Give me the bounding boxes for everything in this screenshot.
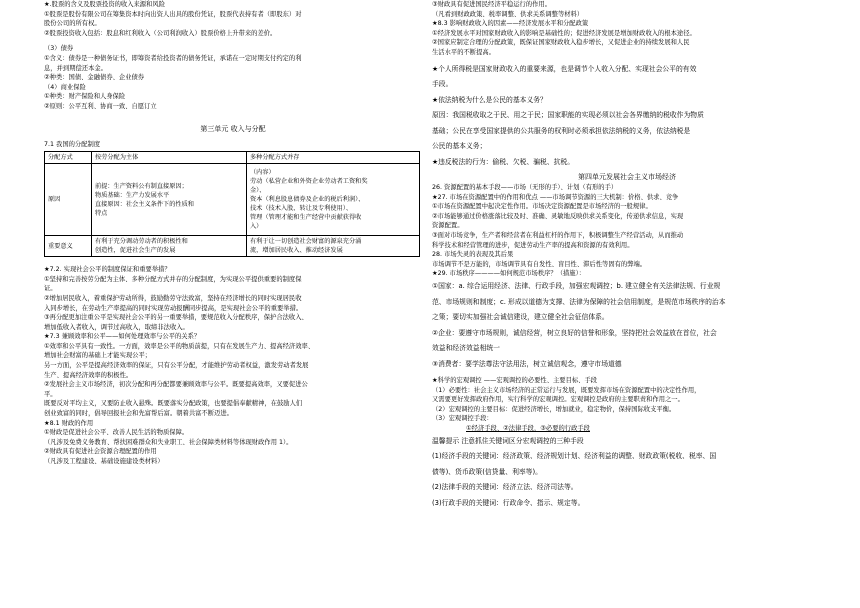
text-line: ①市场在资源配置中起决定性作用。市场决定资源配置是市场经济的一般规律。 xyxy=(432,203,652,211)
left-column xyxy=(44,0,422,608)
text-line: ②股票投资收入包括：股息和红利收入（公司利润收入）股票价格上升带来的差价。 xyxy=(44,29,277,37)
text-line: （2）宏观调控的主要目标：促进经济增长，增加就业，稳定物价，保持国际收支平衡。 xyxy=(432,405,676,413)
fairness-efficiency-finance-section xyxy=(44,265,422,466)
text-line: ①种类：财产保险和人身保险 xyxy=(44,93,126,101)
text-line: 股份公司的所有权。 xyxy=(44,20,101,28)
text-line: ②增加居民收入，着重保护劳动所得，鼓励勤劳守法致富，坚持在经济增长的同时实现居民收 xyxy=(44,294,302,302)
text-line: （凡涉及工程建设、基础设施建设类材料） xyxy=(44,458,164,465)
text-line: 公民的基本义务； xyxy=(432,142,487,151)
table-cell xyxy=(247,236,420,257)
means-line: ①经济手段、②法律手段，③必要的行政手段 xyxy=(466,424,590,432)
text-line: ★8.1 财政的作用 xyxy=(44,419,94,427)
market-order-measures xyxy=(432,279,822,372)
text-line: （凡看到财政政策、税率调整、供求关系调整等材料） xyxy=(432,10,584,18)
text-line: 又需要更好发挥政府作用，实行科学的宏观调控。宏观调控是政府的主要职责和作用之一。 xyxy=(432,396,684,404)
table-header-row xyxy=(45,152,420,164)
text-line: 范、市场规则和制度；c. 形成以道德为支撑、法律为保障的社会信用制度，是规范市场秩序的治本 xyxy=(432,297,726,306)
text-line: 证。 xyxy=(44,285,57,293)
text-line: （4）商业保险 xyxy=(44,83,86,91)
table-row xyxy=(45,164,420,236)
text-line: 温馨提示 注意抓住关键词区分宏观调控的三种手段 xyxy=(432,436,584,445)
text-line: ★违反税法的行为：偷税、欠税、骗税、抗税。 xyxy=(432,157,575,166)
cell-line: 金）、 xyxy=(250,187,266,195)
tips-section xyxy=(432,434,822,512)
text-line: （3）宏观调控手段： xyxy=(432,415,493,423)
text-line: ②种类：国债、金融债券、企业债券 xyxy=(44,74,145,82)
macro-control-means xyxy=(432,424,822,434)
text-line: 增加低收入者收入，调节过高收入，取缔非法收入。 xyxy=(44,323,189,331)
cell-line: 前提：生产资料公有制直接原因； xyxy=(95,182,188,190)
market-economy-section xyxy=(432,183,822,279)
text-line: ①效率和公平具有一致性。一方面，效率是公平的物质前提，只有在发展生产力、提高经济效率、 xyxy=(44,342,315,350)
text-line: 平。 xyxy=(44,390,57,398)
text-line: (1)经济手段的关键词：经济政策、经济规划计划、经济利益的调整、财政政策(税收、税率、国 xyxy=(432,452,717,461)
unit4-title: 第四单元发展社会主义市场经济 xyxy=(578,173,676,182)
text-line: ③面对市场竞争，生产者和经营者在利益杠杆的作用下，积极调整生产经营活动，从而推动 xyxy=(432,232,684,240)
cell-line: 特点 xyxy=(95,209,108,217)
table-row xyxy=(45,236,420,257)
text-line: ①国家：a. 综合运用经济、法律、行政手段，加强宏观调控；b. 建立健全有关法律法规、行业规 xyxy=(432,282,721,290)
cell-line: 有利于充分调动劳动者的积极性和 xyxy=(95,238,188,246)
text-line: 生活水平的不断提高。 xyxy=(432,48,495,56)
text-line: ①含义：债券是一种债务证书，即筹资者给投资者的债务凭证，承诺在一定时期支付约定的利 xyxy=(44,54,302,62)
cell-line: 物质基础：生产力发展水平 xyxy=(95,191,170,199)
text-line: （3）债券 xyxy=(44,45,74,53)
text-line: 26. 资源配置的基本手段——市场（无形的手）、计划（有形的手） xyxy=(432,184,618,192)
text-line: 之策；要切实加强社会诚信建设，建立健全社会征信体系。 xyxy=(432,313,609,321)
table-header-cell: 多种分配方式并存 xyxy=(247,152,420,164)
text-line: ②财政具有促进社会资源合理配置的作用 xyxy=(44,448,157,456)
text-line: 资源配置。 xyxy=(432,222,464,230)
text-line: ②国家应制定合理的分配政策，既保证国家财政收入稳步增长，又促进企业的持续发展和人民 xyxy=(432,39,690,47)
text-line: 另一方面，公平是提高经济效率的保证，只有公平分配，才能维护劳动者权益，激发劳动者发展 xyxy=(44,362,309,370)
table-cell xyxy=(92,164,247,236)
text-line: ★依法纳税为什么是公民的基本义务？ xyxy=(432,95,547,104)
text-line: ②发展社会主义市场经济，初次分配和再分配都要兼顾效率与公平。既要提高效率，又要促进公 xyxy=(44,381,308,389)
unit3-title: 第三单元 收入与分配 xyxy=(200,124,266,133)
text-line: 原因：我国税收取之于民、用之于民；国家职能的实现必须以社会各界缴纳的税收作为物质 xyxy=(432,111,704,120)
text-line: ③再分配更加注重公平是实现社会公平的另一重要举措，要规范收入分配秩序，保护合法收入、 xyxy=(44,314,308,322)
text-line: 入同步增长，在劳动生产率提高的同时实现劳动报酬同步提高，是实现社会公平的重要举措。 xyxy=(44,304,303,312)
text-line: 基础；公民在享受国家提供的公共服务的权利时必须承担依法纳税的义务，依法纳税是 xyxy=(432,126,691,135)
distribution-system-table xyxy=(44,151,420,257)
row-label: 重要意义 xyxy=(45,236,92,257)
text-line: (2)法律手段的关键词：经济立法、经济司法等。 xyxy=(432,483,578,492)
macro-control-section xyxy=(432,376,822,424)
text-line: ★科学的宏观调控 ——宏观调控的必要性、主要目标、手段 xyxy=(432,377,598,384)
section-7-1-heading: 7.1 我国的分配制度 xyxy=(44,140,101,148)
text-line: ③财政具有促进国民经济平稳运行的作用。 xyxy=(432,1,551,8)
cell-line: 有利于让一切创造社会财富的源泉充分涌 xyxy=(250,238,362,246)
text-line: ★8.3 影响财政收入的因素——经济发展水平和分配政策 xyxy=(432,20,589,28)
text-line: 债等)、货币政策(信贷量、利率等)。 xyxy=(432,467,542,476)
text-line: 科学技术和经营管理的进步，促进劳动生产率的提高和资源的有效利用。 xyxy=(432,241,634,249)
text-line: 效益和经济效益相统一 xyxy=(432,344,500,352)
cell-line: 流，增加居民收入、推动经济发展 xyxy=(250,247,343,255)
text-line: ①坚持和完善按劳分配为主体、多种分配方式并存的分配制度，为实现公平提供重要的制度保 xyxy=(44,275,302,283)
stock-bond-insurance-section xyxy=(44,0,422,112)
text-line: ①经济发展水平对国家财政收入的影响是基础性的；促进经济发展是增加财政收入的根本途径。 xyxy=(432,29,696,37)
text-line: 市场调节不是万能的，市场调节具有自发性、盲目性、滞后性等固有的弊端。 xyxy=(432,260,647,268)
cell-line: 资本（利息股息债券及企业的税后利润）、 xyxy=(250,196,365,204)
text-line: ③消费者：要学法尊法守法用法，树立诚信观念，遵守市场道德 xyxy=(432,359,622,368)
text-line: ★.股票的含义及股票投资的收入来源和风险 xyxy=(44,1,165,8)
cell-line: 管理（管理才能和生产经营中贡献获得收 xyxy=(250,214,362,222)
right-column xyxy=(432,0,822,608)
text-line: ★27. 市场在资源配置中的作用和优点 ——市场调节资源的三大机制：价格、供求、竞争 xyxy=(432,193,679,201)
text-line: 既要反对平均主义，又要防止收入悬殊。既要落实分配政策，也要提倡奉献精神，在鼓励人们 xyxy=(44,400,303,408)
text-line: 息，并到期偿还本金。 xyxy=(44,64,107,72)
finance-role-section xyxy=(432,0,822,58)
table-header-cell: 按劳分配为主体 xyxy=(92,152,247,164)
row-label: 原因 xyxy=(45,164,92,236)
cell-line: 创造性，促进社会生产的发展 xyxy=(95,247,176,255)
text-line: ①财政是促进社会公平、改善人民生活的物质保障。 xyxy=(44,429,189,437)
text-line: ★7.3 兼顾效率和公平——如何处理效率与公平的关系？ xyxy=(44,333,201,341)
table-cell xyxy=(92,236,247,257)
tax-section xyxy=(432,62,822,171)
table-cell xyxy=(247,164,420,236)
text-line: ①股票是股份有限公司在筹集资本时向出资人出具的股份凭证，股票代表持有者（即股东）对 xyxy=(44,10,302,18)
table-header-cell: 分配方式 xyxy=(45,152,92,164)
cell-line: 技术（技术入股、转让及专利使用）、 xyxy=(250,205,353,213)
cell-line: 劳动（私营企业和外资企业劳动者工资和奖 xyxy=(250,178,368,186)
cell-line: （内容） xyxy=(250,169,275,177)
text-line: 手段。 xyxy=(432,80,453,89)
text-line: 28. 市场失灵的表现及其后果 xyxy=(432,251,514,259)
text-line: ★29. 市场秩序————如何规范市场秩序？（措施）： xyxy=(432,270,586,278)
text-line: 创业致富的同时，倡导回报社会和先富帮后富。朝着共富不断迈进。 xyxy=(44,410,233,418)
text-line: ②企业：要遵守市场规则，诚信经营，树立良好的信誉和形象，坚持把社会效益放在首位，社会 xyxy=(432,328,717,337)
text-line: 增加社会财富的基础上才能实现公平； xyxy=(44,352,152,360)
text-line: (3)行政手段的关键词：行政命令、指示、规定等。 xyxy=(432,498,585,507)
text-line: ★7.2. 实现社会公平的制度保证和重要举措？ xyxy=(44,266,171,274)
text-line: （凡涉及免费义务教育、帮扶困难群众和失业职工、社会保障类材料等体现财政作用 1）。 xyxy=(44,438,293,446)
text-line: ②原则：公平互利、协商一致、自愿订立 xyxy=(44,102,157,110)
text-line: ★个人所得税是国家财政收入的重要来源，也是调节个人收入分配、实现社会公平的有效 xyxy=(432,64,697,73)
text-line: ②市场能够通过价格涨落比较及时、准确、灵敏地反映供求关系变化，传递供求信息，实现 xyxy=(432,212,684,220)
text-line: （1）必要性：社会主义市场经济的正常运行与发展，既要发挥市场在资源配置中的决定性作用， xyxy=(432,386,701,394)
text-line: 生产、提高经济效率的积极性。 xyxy=(44,371,133,379)
cell-line: 入） xyxy=(250,223,263,231)
cell-line: 直接原因：社会主义条件下的性质和 xyxy=(95,200,194,208)
